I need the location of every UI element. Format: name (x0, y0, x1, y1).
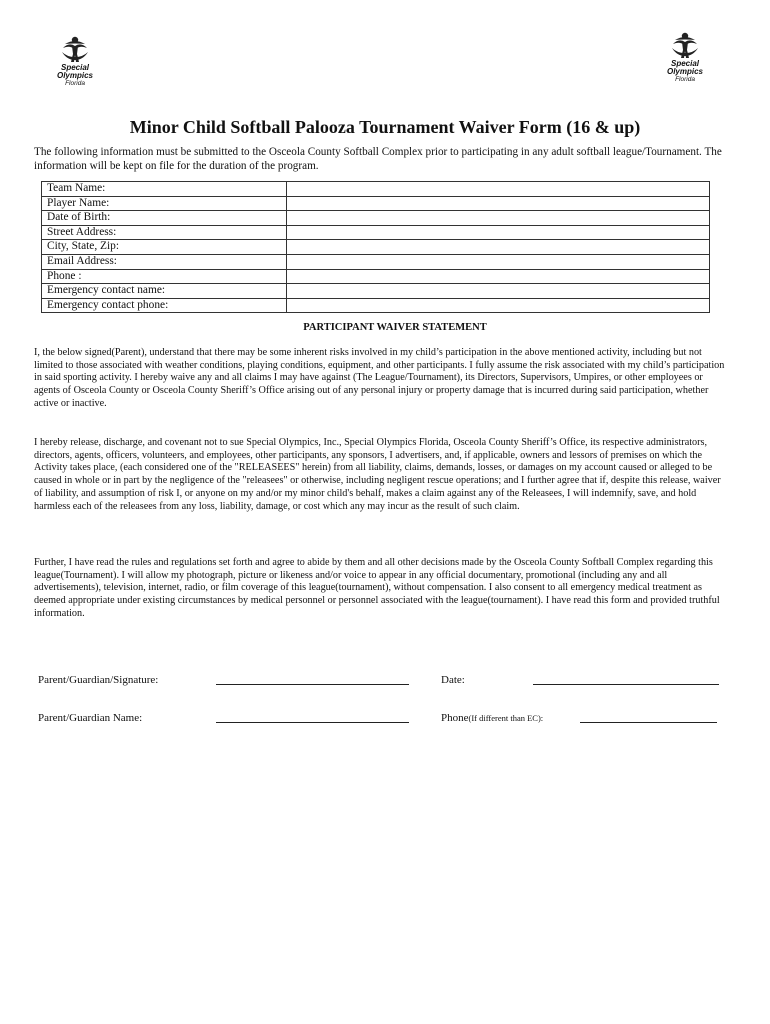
phone-label: Phone (441, 712, 469, 724)
table-row (42, 254, 710, 269)
waiver-paragraph-release: I hereby release, discharge, and covenant not to sue Special Olympics, Inc., Special Olympics Florida, Osceola County Sheriff’s Office, its respective administrators, directors, agents, officers, volunteers, and employees, other participants, any sponsors, I advertisers, and, if applicable, owners and lessors of premises on which the Activity takes place, (each considered one of the "RELEASEES" herein) from all liability, claims, demands, losses, or damages on my account caused or alleged to be caused in whole or in part by the negligence of the "releasees" or otherwise, including negligent rescue operations; and I further agree that if, despite this release, waiver of liability, and assumption of risk I, or anyone on my and/or my minor child's behalf, makes a claim against any of the Releasees, I will indemnify, save, and hold harmless each of the releasees from any loss, liability, damage, or cost which any may incur as the result of such claim. (34, 437, 721, 512)
phone-label-group (441, 712, 543, 725)
field-value-input[interactable] (287, 225, 710, 240)
logo-text-florida: Florida (675, 76, 695, 83)
field-label: Date of Birth: (42, 211, 287, 226)
logo-text-olympics: Olympics (666, 67, 703, 76)
special-olympics-emblem-icon (59, 34, 91, 64)
date-label: Date: (441, 674, 465, 686)
field-value-input[interactable] (287, 182, 710, 197)
intro-text: The following information must be submitted to the Osceola County Softball Complex prior to participating in any adult softball league/Tournament. The information will be kept on file for the duration of the program. (34, 146, 722, 172)
logo-text-special: Special (670, 59, 699, 68)
phone-line[interactable] (580, 722, 717, 723)
field-value-input[interactable] (287, 240, 710, 255)
special-olympics-logo-left (45, 34, 105, 88)
field-value-input[interactable] (287, 196, 710, 211)
field-value-input[interactable] (287, 254, 710, 269)
table-row (42, 211, 710, 226)
logo-text-special: Special (60, 63, 89, 72)
waiver-statement-heading: PARTICIPANT WAIVER STATEMENT (303, 322, 487, 333)
parent-name-label: Parent/Guardian Name: (38, 712, 143, 724)
field-label: Emergency contact name: (42, 284, 287, 299)
table-row (42, 284, 710, 299)
date-line[interactable] (533, 684, 719, 685)
waiver-paragraph-risk: I, the below signed(Parent), understand that there may be some inherent risks involved in my child’s participation in the above mentioned activity, including but not limited to those associated with weather conditions, playing conditions, equipment, and other participants. I fully assume the risk associated with my child’s participation in said sporting activity. I hereby waive any and all claims I may have against (The League/Tournament), its Directors, Supervisors, Umpires, or other employees or agents of Osceola County or Osceola County Sheriff’s Office arising out of any personal injury or property damage that is incurred during said participation, whether active or inactive. (34, 347, 725, 409)
table-row (42, 196, 710, 211)
field-value-input[interactable] (287, 284, 710, 299)
table-row (42, 298, 710, 313)
logo-text-olympics: Olympics (56, 71, 93, 80)
table-row (42, 225, 710, 240)
field-label: City, State, Zip: (42, 240, 287, 255)
table-row (42, 182, 710, 197)
field-value-input[interactable] (287, 211, 710, 226)
parent-signature-line[interactable] (216, 684, 409, 685)
parent-signature-label: Parent/Guardian/Signature: (38, 674, 159, 686)
field-label: Email Address: (42, 254, 287, 269)
special-olympics-emblem-icon (669, 30, 701, 60)
field-value-input[interactable] (287, 269, 710, 284)
field-label: Player Name: (42, 196, 287, 211)
field-label: Team Name: (42, 182, 287, 197)
table-row (42, 269, 710, 284)
parent-name-line[interactable] (216, 722, 409, 723)
field-label: Emergency contact phone: (42, 298, 287, 313)
field-value-input[interactable] (287, 298, 710, 313)
logo-text-florida: Florida (65, 80, 85, 87)
field-label: Street Address: (42, 225, 287, 240)
field-label: Phone : (42, 269, 287, 284)
waiver-paragraph-consent: Further, I have read the rules and regulations set forth and agree to abide by them and all other decisions made by the Osceola County Softball Complex regarding this league(Tournament). I will allow my photograph, picture or likeness and/or voice to appear in any official documentary, promotional (including any and all advertisements), television, internet, radio, or film coverage of this league(tournament), without compensation. I also consent to all emergency medical treatment as deemed appropriate under existing circumstances by medical personnel or personnel associated with the league(tournament). I have read this form and provided truthful information. (34, 557, 720, 619)
form-title: Minor Child Softball Palooza Tournament Waiver Form (16 & up) (129, 117, 641, 137)
table-row (42, 240, 710, 255)
phone-note: (If different than EC): (468, 713, 544, 723)
participant-info-table (41, 181, 710, 313)
special-olympics-logo-right (655, 30, 715, 84)
